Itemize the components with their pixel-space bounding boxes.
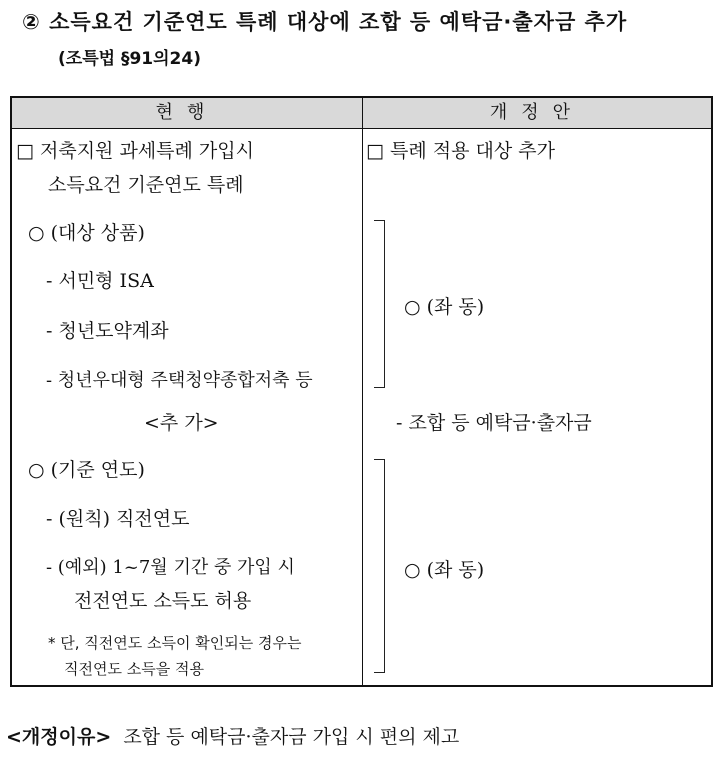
bracket-upper <box>374 220 385 388</box>
comparison-table <box>10 96 713 687</box>
target-item-2: - 청년도약계좌 <box>46 320 169 342</box>
revised-same-2: ○ (좌 동) <box>404 559 485 581</box>
current-box-line1: □ 저축지원 과세특례 가입시 <box>16 140 254 162</box>
column-divider <box>362 98 363 685</box>
year-exception-line1: - (예외) 1~7월 기간 중 가입 시 <box>46 557 295 578</box>
header-current: 현행 <box>12 98 362 129</box>
revised-addition-item: - 조합 등 예탁금·출자금 <box>396 412 592 434</box>
year-exception-line2: 전전연도 소득도 허용 <box>74 590 252 612</box>
addition-placeholder: <추 가> <box>144 412 219 434</box>
target-heading: ○ (대상 상품) <box>28 222 145 244</box>
note-line1: * 단, 직전연도 소득이 확인되는 경우는 <box>48 634 302 652</box>
note-line2: 직전연도 소득을 적용 <box>64 660 204 678</box>
footer-reason <box>6 722 459 749</box>
footer-text: 조합 등 예탁금·출자금 가입 시 편의 제고 <box>123 726 460 748</box>
section-title: ② 소득요건 기준연도 특례 대상에 조합 등 예탁금·출자금 추가 <box>22 10 628 34</box>
header-revised: 개정안 <box>363 98 711 129</box>
revised-box-line: □ 특례 적용 대상 추가 <box>366 140 555 162</box>
revised-same-1: ○ (좌 동) <box>404 296 485 318</box>
section-subtitle: (조특법 §91의24) <box>58 49 201 69</box>
footer-label: <개정이유> <box>6 726 112 748</box>
bracket-lower <box>374 459 385 673</box>
target-item-1: - 서민형 ISA <box>46 270 154 292</box>
target-item-3: - 청년우대형 주택청약종합저축 등 <box>46 370 313 391</box>
year-heading: ○ (기준 연도) <box>28 459 145 481</box>
current-box-line2: 소득요건 기준연도 특례 <box>48 174 244 196</box>
year-principle: - (원칙) 직전연도 <box>46 508 190 530</box>
